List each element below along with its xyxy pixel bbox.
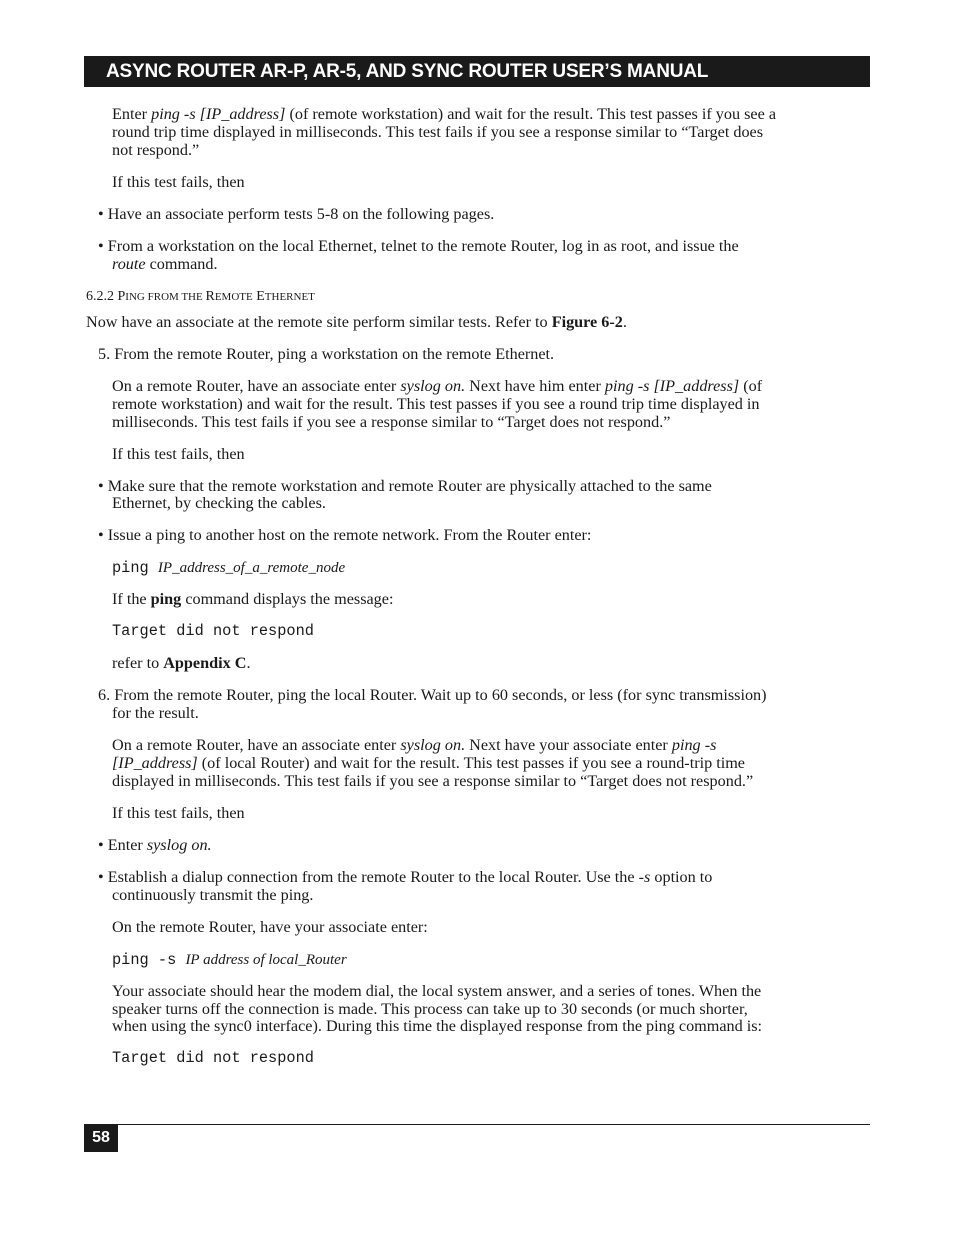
command-text: route — [112, 255, 146, 273]
body-line: refer to Appendix C. — [112, 654, 251, 672]
command-text: syslog on. — [400, 736, 466, 754]
appendix-reference: Appendix C — [163, 654, 247, 672]
body-line: On a remote Router, have an associate enter syslog on. Next have him enter ping -s [IP_address] (of — [112, 377, 763, 395]
bullet-item: • Enter syslog on. — [98, 836, 212, 854]
body-line: If this test fails, then — [112, 804, 245, 822]
body-line: displayed in milliseconds. This test fails if you see a response similar to “Target does not respond.” — [112, 772, 754, 790]
body-line: On the remote Router, have your associate enter: — [112, 918, 428, 936]
body-line: speaker turns off the connection is made. This process can take up to 30 seconds (or much shorter, — [112, 1000, 748, 1018]
code-line: ping -s IP address of local_Router — [112, 951, 347, 969]
body-line: If this test fails, then — [112, 445, 245, 463]
command-text: syslog on. — [146, 836, 212, 854]
step-6-title: 6. From the remote Router, ping the local Router. Wait up to 60 seconds, or less (for sync transmission) — [98, 686, 767, 704]
command-text: syslog on. — [400, 377, 466, 395]
body-line: [IP_address] (of local Router) and wait for the result. This test passes if you see a round-trip time — [112, 754, 745, 772]
body-line: On a remote Router, have an associate enter syslog on. Next have your associate enter ping -s — [112, 736, 717, 754]
page-header: ASYNC ROUTER AR-P, AR-5, AND SYNC ROUTER USER’S MANUAL — [84, 56, 870, 87]
bullet-item-continued: continuously transmit the ping. — [112, 886, 314, 904]
bullet-item: • From a workstation on the local Ethernet, telnet to the remote Router, log in as root, and issue the — [98, 237, 739, 255]
step-5-title: 5. From the remote Router, ping a workstation on the remote Ethernet. — [98, 345, 555, 363]
step-6-title-continued: for the result. — [112, 704, 199, 722]
body-line: Enter ping -s [IP_address] (of remote workstation) and wait for the result. This test passes if you see a — [112, 105, 777, 123]
command-text: ping -s [IP_address] — [604, 377, 740, 395]
command-text: [IP_address] — [112, 754, 198, 772]
bullet-item: • Establish a dialup connection from the remote Router to the local Router. Use the -s option to — [98, 868, 713, 886]
body-line: If the ping command displays the message: — [112, 590, 394, 608]
code-line: Target did not respond — [112, 622, 314, 640]
body-line: round trip time displayed in milliseconds. This test fails if you see a response similar to “Target does — [112, 123, 764, 141]
bullet-item: • Issue a ping to another host on the remote network. From the Router enter: — [98, 526, 592, 544]
command-text: ping -s — [671, 736, 717, 754]
bullet-item: • Make sure that the remote workstation and remote Router are physically attached to the same — [98, 477, 712, 495]
option-text: -s — [638, 868, 651, 886]
bullet-item-continued: Ethernet, by checking the cables. — [112, 494, 326, 512]
body-line: remote workstation) and wait for the result. This test passes if you see a round trip time displayed in — [112, 395, 760, 413]
body-line: If this test fails, then — [112, 173, 245, 191]
footer-rule — [84, 1124, 870, 1125]
bullet-item-continued: route command. — [112, 255, 218, 273]
bullet-item: • Have an associate perform tests 5-8 on the following pages. — [98, 205, 495, 223]
body-line: when using the sync0 interface). During this time the displayed response from the ping command is: — [112, 1017, 763, 1035]
code-line: Target did not respond — [112, 1049, 314, 1067]
figure-reference: Figure 6-2 — [551, 313, 623, 331]
section-heading: 6.2.2 PING FROM THE REMOTE ETHERNET — [86, 289, 315, 304]
body-line: not respond.” — [112, 141, 200, 159]
command-text: ping -s [IP_address] — [151, 105, 286, 123]
body-line: milliseconds. This test fails if you see a response similar to “Target does not respond.” — [112, 413, 671, 431]
body-line: Your associate should hear the modem dial, the local system answer, and a series of tones. When the — [112, 982, 762, 1000]
page-number: 58 — [84, 1124, 118, 1152]
code-line: ping IP_address_of_a_remote_node — [112, 559, 346, 577]
section-intro: Now have an associate at the remote site perform similar tests. Refer to Figure 6-2. — [86, 313, 627, 331]
